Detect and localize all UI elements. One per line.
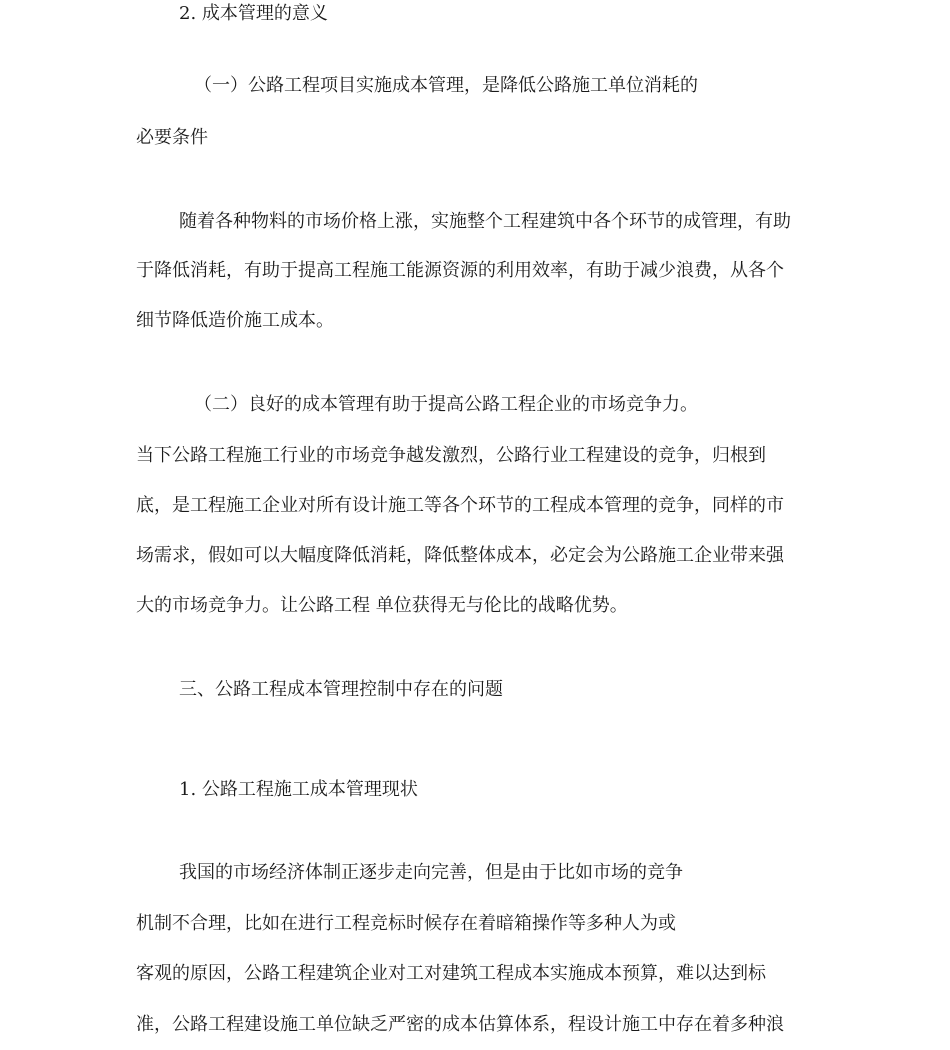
para5-line2: 机制不合理，比如在进行工程竞标时候存在着暗箱操作等多种人为或: [136, 913, 676, 934]
para5-line4: 准，公路工程建设施工单位缺乏严密的成本估算体系，程设计施工中存在着多种浪: [136, 1014, 784, 1035]
para2-line3: 细节降低造价施工成本。: [136, 310, 334, 331]
para2-line1: 随着各种物料的市场价格上涨，实施整个工程建筑中各个环节的成管理，有助: [179, 211, 791, 232]
para3-heading: （二）良好的成本管理有助于提高公路工程企业的市场竞争力。: [194, 394, 698, 415]
para4-line3: 场需求，假如可以大幅度降低消耗，降低整体成本，必定会为公路施工企业带来强: [136, 545, 784, 566]
para5-line3: 客观的原因，公路工程建筑企业对工对建筑工程成本实施成本预算，难以达到标: [136, 963, 766, 984]
para1-line2: 必要条件: [136, 127, 208, 148]
para4-line2: 底，是工程施工企业对所有设计施工等各个环节的工程成本管理的竞争，同样的市: [136, 495, 784, 516]
section-2-heading: 2. 成本管理的意义: [179, 3, 328, 24]
subsection-1-heading: 1. 公路工程施工成本管理现状: [179, 779, 418, 800]
section-3-heading: 三、公路工程成本管理控制中存在的问题: [179, 679, 503, 700]
para4-line1: 当下公路工程施工行业的市场竞争越发激烈，公路行业工程建设的竞争，归根到: [136, 445, 766, 466]
para5-line1: 我国的市场经济体制正逐步走向完善，但是由于比如市场的竞争: [179, 862, 683, 883]
para4-line4: 大的市场竞争力。让公路工程 单位获得无与伦比的战略优势。: [136, 595, 628, 616]
para2-line2: 于降低消耗，有助于提高工程施工能源资源的利用效率，有助于减少浪费，从各个: [136, 260, 784, 281]
para1-line1: （一）公路工程项目实施成本管理，是降低公路施工单位消耗的: [194, 75, 698, 96]
